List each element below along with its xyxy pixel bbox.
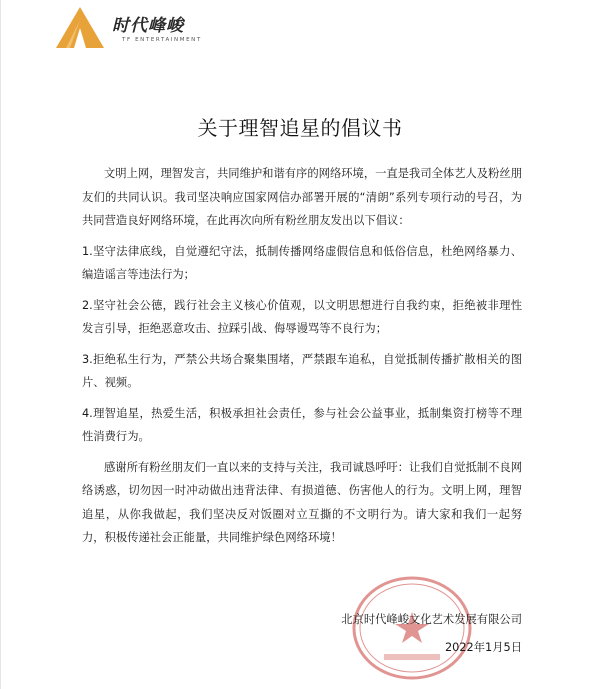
issue-date: 2022年1月5日 — [444, 641, 522, 654]
document-title: 关于理智追星的倡议书 — [197, 116, 403, 140]
paragraph-item-1: 1.坚守法律底线，自觉遵纪守法，抵制传播网络虚假信息和低俗信息，杜绝网络暴力、编造谣言等违法行为； — [82, 244, 522, 281]
paragraph-intro: 文明上网，理智发言，共同维护和谐有序的网络环境，一直是我司全体艺人及粉丝朋友们的共同认识。我司坚决响应国家网信办部署开展的“清朗”系列专项行动的号召，为共同营造良好网络环境，在此再次向所有粉丝朋友发出以下倡议： — [82, 167, 522, 227]
paragraph-closing: 感谢所有粉丝朋友们一直以来的支持与关注，我司诚恳呼吁：让我们自觉抵制不良网络诱惑，切勿因一时冲动做出违背法律、有损道德、伤害他人的行为。文明上网，理智追星，从你我做起，我们坚决反对饭圈对立互撕的不文明行为。请大家和我们一起努力，积极传递社会正能量，共同维护绿色网络环境！ — [82, 460, 522, 544]
paragraph-item-2: 2.坚守社会公德，践行社会主义核心价值观，以文明思想进行自我约束，拒绝被非理性发言引导，拒绝恶意攻击、拉踩引战、侮辱谩骂等不良行为； — [82, 298, 522, 335]
paragraph-item-3: 3.拒绝私生行为，严禁公共场合聚集围堵，严禁跟车追私，自觉抵制传播扩散相关的图片、视频。 — [82, 352, 522, 389]
paragraph-item-4: 4.理智追星，热爱生活，积极承担社会责任，参与社会公益事业，抵制集资打榜等不理性消费行为。 — [82, 406, 522, 443]
brand-name: 时代峰峻 — [112, 16, 184, 36]
page-edge — [0, 0, 1, 689]
signature-block — [341, 609, 522, 659]
company-name: 北京时代峰峻文化艺术发展有限公司 — [341, 613, 522, 626]
document-body — [82, 162, 522, 557]
brand-subtitle: TF ENTERTAINMENT — [122, 37, 202, 43]
brand-logo — [52, 4, 212, 50]
triangle-logo-icon — [52, 4, 108, 50]
